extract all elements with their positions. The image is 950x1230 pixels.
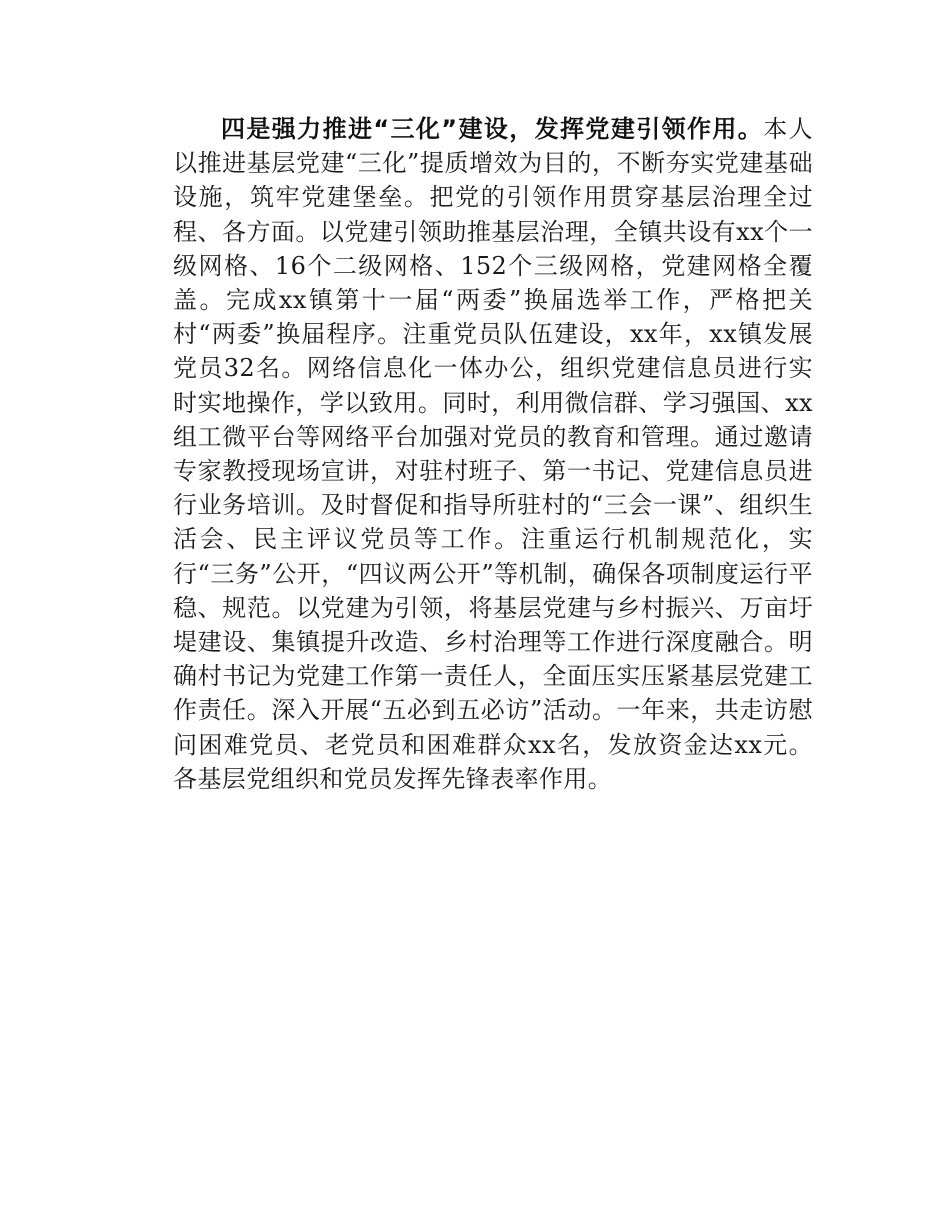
body-paragraph — [173, 112, 813, 796]
paragraph-lead-heading: 四是强力推进“三化”建设，发挥党建引领作用。 — [221, 115, 764, 143]
paragraph-body-text: 本人以推进基层党建“三化”提质增效为目的，不断夯实党建基础设施，筑牢党建堡垒。把党的引领作用贯穿基层治理全过程、各方面。以党建引领助推基层治理，全镇共设有xx个一级网格、16个二级网格、152个三级网格，党建网格全覆盖。完成xx镇第十一届“两委”换届选举工作，严格把关村“两委”换届程序。注重党员队伍建设，xx年，xx镇发展党员32名。网络信息化一体办公，组织党建信息员进行实时实地操作，学以致用。同时，利用微信群、学习强国、xx组工微平台等网络平台加强对党员的教育和管理。通过邀请专家教授现场宣讲，对驻村班子、第一书记、党建信息员进行业务培训。及时督促和指导所驻村的“三会一课”、组织生活会、民主评议党员等工作。注重运行机制规范化，实行“三务”公开，“四议两公开”等机制，确保各项制度运行平稳、规范。以党建为引领，将基层党建与乡村振兴、万亩圩堤建设、集镇提升改造、乡村治理等工作进行深度融合。明确村书记为党建工作第一责任人，全面压实压紧基层党建工作责任。深入开展“五必到五必访”活动。一年来，共走访慰问困难党员、老党员和困难群众xx名，发放资金达xx元。各基层党组织和党员发挥先锋表率作用。 — [173, 115, 813, 793]
